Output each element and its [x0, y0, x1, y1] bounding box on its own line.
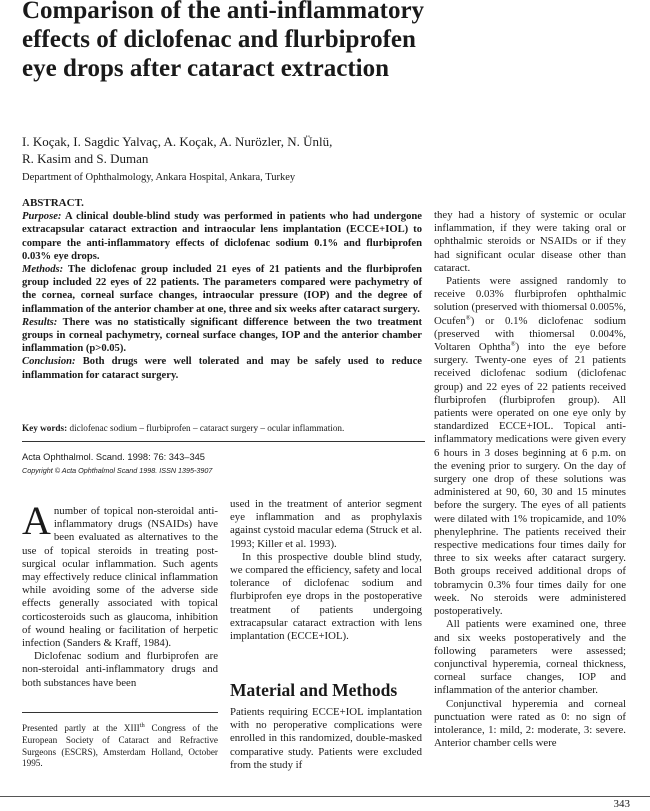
footnote — [22, 723, 218, 770]
drop-cap: A — [22, 498, 51, 543]
registered-mark-2: ® — [510, 340, 516, 348]
col3-paragraph-2 — [434, 275, 626, 618]
col3-paragraph-4: Conjunctival hyperemia and corneal punctuation were rated as 0: no sign of intolerance, 1: mild, 2: moderate, 3: severe. Anterior chamber cells were — [434, 697, 626, 750]
column-1 — [22, 498, 218, 690]
footnote-text-a: Presented partly at the XIII — [22, 723, 140, 733]
journal-info — [22, 451, 212, 477]
intro-paragraph-1 — [22, 498, 218, 650]
journal-copyright: Copyright © Acta Ophthalmol Scand 1998. ISSN 1395-3907 — [22, 466, 213, 475]
authors-line-1: I. Koçak, I. Sagdic Yalvaç, A. Koçak, A. Nurözler, N. Ünlü, — [22, 134, 333, 149]
abstract-results — [22, 316, 422, 356]
footnote-divider — [22, 712, 218, 713]
col3-p2-b: ) or 0.1% diclofenac sodium (preserved with thiomersal 0.004%, Voltaren Ophtha — [434, 314, 626, 354]
column-2 — [230, 498, 422, 643]
col3-paragraph-1: they had a history of systemic or ocular inflammation, if they were taking oral or ophthalmic steroids or NSAIDs or if they had significant ocular disease other than cataract. — [434, 209, 626, 274]
journal-citation: Acta Ophthalmol. Scand. 1998: 76: 343–345 — [22, 452, 205, 462]
col3-p2-c: ) into the eye before surgery. Twenty-one eyes of 21 patients received diclofenac sodium (diclofenac group) and 22 eyes of 22 patients received flurbiprofen (flurbiprofen group). All patients were operated on one eye only by standardized ECCE+IOL. Topical anti-inflammatory medications were given every 6 hours in 3 doses beginning at 6 p.m. on the evening prior to surgery. On the day of surgery one drop of these solutions was administered at 90, 60, 30 and 15 minutes before the surgery. The eyes of all patients were dilated with 1% tropicamide, and 10% phenylephrine. The patients received their respective medications four times daily for three to six weeks after cataract surgery. Both groups received additional drops of tobramycin 0.3% four times daily for one week. No steroids were administered postoperatively. — [434, 341, 626, 618]
col3-p2-a: Patients were assigned randomly to receive 0.03% flurbiprofen ophthalmic solution (preserved with thiomersal 0.005%, Ocufen — [434, 275, 626, 327]
keywords-text: diclofenac sodium – flurbiprofen – cataract surgery – ocular inflammation. — [69, 423, 345, 433]
results-label: Results: — [22, 316, 58, 328]
conclusion-label: Conclusion: — [22, 356, 76, 368]
section-heading-methods: Material and Methods — [230, 680, 398, 700]
footer-rule — [0, 796, 650, 797]
methods-label: Methods: — [22, 264, 64, 276]
col2-paragraph-3: Patients requiring ECCE+IOL implantation with no peroperative complications were enrolled in this randomized, double-masked comparative study. Patients were excluded from the study if — [230, 706, 422, 771]
footnote-sup: th — [139, 721, 145, 729]
keywords-label: Key words: — [22, 423, 68, 433]
column-2-methods — [230, 706, 422, 772]
affiliation: Department of Ophthalmology, Ankara Hospital, Ankara, Turkey — [22, 172, 296, 183]
registered-mark-1: ® — [465, 314, 471, 322]
purpose-text: A clinical double-blind study was performed in patients who had undergone extracapsular cataract extraction and intraocular lens implantation (ECCE+IOL) to compare the anti-inflammatory effects of diclofenac sodium 0.1% and flurbiprofen 0.03% eye drops. — [22, 211, 422, 262]
col2-paragraph-1: used in the treatment of anterior segment eye inflammation and as prophylaxis against cystoid macular edema (Struck et al. 1993; Killer et al. 1993). — [230, 498, 422, 550]
author-list — [22, 133, 422, 167]
article-title: Comparison of the anti-inflammatory effects of diclofenac and flurbiprofen eye drops after cataract extraction — [22, 0, 425, 82]
col2-paragraph-2: In this prospective double blind study, we compared the efficiency, safety and local tolerance of diclofenac sodium and flurbiprofen eye drops in the postoperative treatment of patients undergoing extracapsular cataract extraction with lens implantation (ECCE+IOL). — [230, 550, 422, 643]
abstract-conclusion — [22, 355, 422, 381]
abstract-heading: ABSTRACT. — [22, 197, 84, 209]
abstract — [22, 197, 422, 382]
purpose-label: Purpose: — [22, 211, 62, 223]
keywords — [22, 422, 422, 434]
conclusion-text: Both drugs were well tolerated and may be safely used to reduce inflammation for cataract surgery. — [22, 356, 423, 381]
results-text: There was no statistically significant difference between the two treatment groups in corneal pachymetry, corneal surface changes, IOP and the anterior chamber inflammation (p>0.05). — [22, 316, 422, 355]
footnote-text-b: Congress of the European Society of Cataract and Refractive Surgeons (ESCRS), Amsterdam Holland, October 1995. — [22, 723, 218, 769]
intro-paragraph-2: Diclofenac sodium and flurbiprofen are non-steroidal anti-inflammatory drugs and both substances have been — [22, 650, 218, 689]
abstract-methods — [22, 263, 422, 316]
abstract-purpose — [22, 210, 422, 263]
divider — [22, 441, 425, 442]
authors-line-2: R. Kasim and S. Duman — [22, 151, 149, 166]
intro-text: number of topical non-steroidal anti-inflammatory drugs (NSAIDs) have been evaluated as alternatives to the use of topical steroids in treating post-surgical ocular inflammation. Such agents may effectively reduce clinical inflammation while avoiding some of the adverse side effects generally associated with topical corticosteroids such as glaucoma, inhibition of wound healing or facilitation of herpetic infection (Sanders & Kraff, 1984). — [22, 505, 218, 650]
col3-paragraph-3: All patients were examined one, three and six weeks postoperatively and the following parameters were assessed; conjunctival hyperemia, corneal thickness, corneal surface changes, IOP and inflammation of the anterior chamber. — [434, 618, 626, 697]
column-3 — [434, 209, 626, 750]
methods-text: The diclofenac group included 21 eyes of 21 patients and the flurbiprofen group included 22 eyes of 22 patients. The parameters compared were pachymetry of the cornea, corneal surface changes, intraocular pressure (IOP) and the degree of inflammation of the anterior chamber at one, three and six weeks after cataract surgery. — [22, 264, 422, 315]
page-number: 343 — [613, 798, 630, 810]
